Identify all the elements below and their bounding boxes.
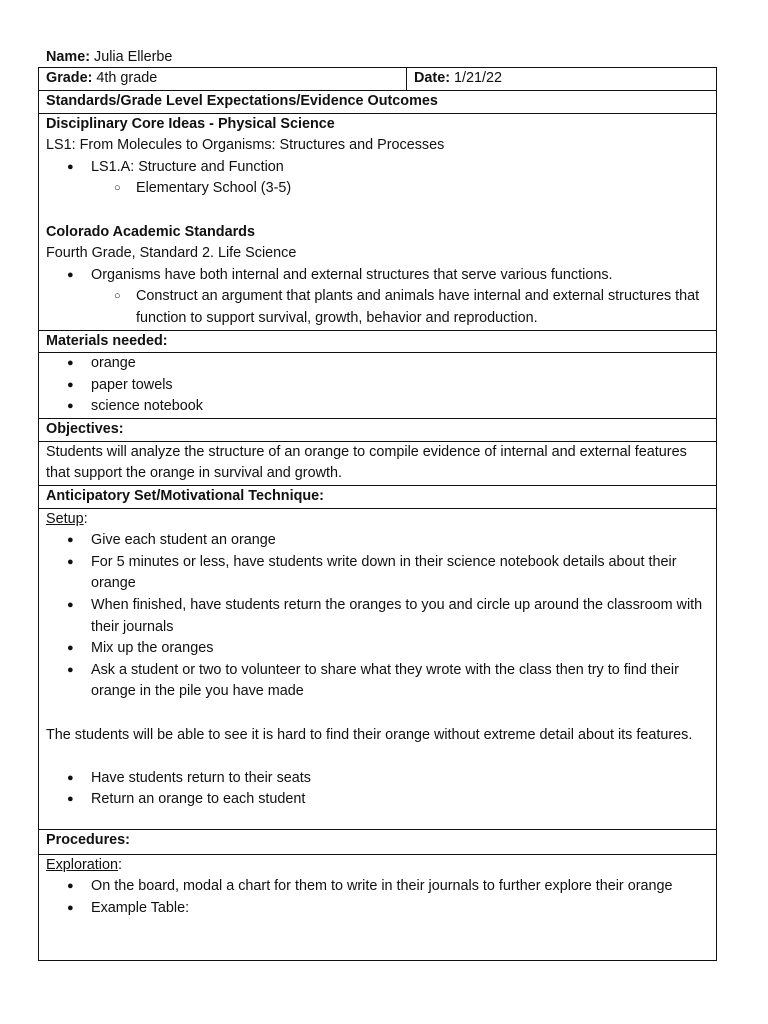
list-item: ● Have students return to their seats — [46, 768, 710, 790]
list-item: ● Mix up the oranges — [46, 638, 710, 660]
dci-line: LS1: From Molecules to Organisms: Structures and Processes — [46, 137, 445, 154]
list-item: ● science notebook — [46, 396, 710, 418]
procedures-body-cell — [39, 854, 717, 960]
setup-list — [46, 530, 710, 703]
exploration-label: Exploration — [46, 856, 118, 873]
grade-cell — [39, 68, 407, 91]
setup-label: Setup — [46, 510, 84, 527]
list-item: ● For 5 minutes or less, have students write down in their science notebook details about their orange — [46, 552, 710, 595]
materials-list — [46, 353, 710, 418]
anticipatory-body-cell — [39, 508, 717, 829]
objectives-text: Students will analyze the structure of an orange to compile evidence of internal and external features that support the orange in survival and growth. — [46, 443, 687, 482]
lesson-plan-table — [38, 67, 717, 961]
date-label: Date: — [414, 70, 450, 86]
lesson-plan-document — [38, 46, 716, 961]
exploration-line — [46, 855, 710, 877]
cas-title: Colorado Academic Standards — [46, 223, 255, 240]
standards-heading: Standards/Grade Level Expectations/Evidence Outcomes — [46, 92, 438, 109]
name-value: Julia Ellerbe — [94, 49, 173, 65]
name-row — [38, 46, 716, 67]
materials-heading: Materials needed: — [46, 332, 168, 349]
anticipatory-heading-cell — [39, 485, 717, 508]
dci-bullet: ● LS1.A: Structure and Function — [46, 157, 710, 179]
list-item: ● paper towels — [46, 375, 710, 397]
materials-body-cell — [39, 353, 717, 419]
exploration-colon: : — [118, 856, 122, 873]
list-item: ● When finished, have students return the oranges to you and circle up around the classroom with their journals — [46, 595, 710, 638]
procedures-list — [46, 876, 710, 919]
grade-value: 4th grade — [96, 70, 158, 86]
date-cell — [407, 68, 717, 91]
procedures-heading-cell — [39, 829, 717, 854]
list-item: ● Example Table: — [46, 898, 710, 920]
dci-title: Disciplinary Core Ideas - Physical Science — [46, 115, 335, 132]
anticipatory-paragraph: The students will be able to see it is hard to find their orange without extreme detail about its features. — [46, 726, 693, 743]
setup-colon: : — [83, 510, 88, 527]
dci-list — [46, 157, 710, 200]
name-label: Name: — [46, 49, 90, 65]
materials-heading-cell — [39, 330, 717, 353]
grade-label: Grade: — [46, 70, 93, 86]
list-item: ● On the board, modal a chart for them to write in their journals to further explore their orange — [46, 876, 710, 898]
standards-body-cell — [39, 113, 717, 330]
standards-heading-cell — [39, 90, 717, 113]
objectives-heading: Objectives: — [46, 420, 124, 437]
anticipatory-heading: Anticipatory Set/Motivational Technique: — [46, 487, 324, 504]
cas-line: Fourth Grade, Standard 2. Life Science — [46, 245, 297, 262]
dci-sub-bullet: ○ Elementary School (3-5) — [46, 178, 710, 200]
cas-bullet: ● Organisms have both internal and external structures that serve various functions. — [46, 265, 710, 287]
list-item: ● Give each student an orange — [46, 530, 710, 552]
objectives-body-cell — [39, 441, 717, 485]
objectives-heading-cell — [39, 418, 717, 441]
return-list — [46, 768, 710, 811]
grade-date-row — [39, 68, 717, 91]
date-value: 1/21/22 — [453, 70, 502, 86]
cas-list — [46, 265, 710, 330]
list-item: ● Ask a student or two to volunteer to share what they wrote with the class then try to find their orange in the pile you have made — [46, 660, 710, 703]
list-item: ● orange — [46, 353, 710, 375]
procedures-heading: Procedures: — [46, 831, 130, 848]
cas-sub-bullet: ○ Construct an argument that plants and animals have internal and external structures that function to support survival, growth, behavior and reproduction. — [46, 286, 710, 329]
setup-line — [46, 509, 710, 531]
list-item: ● Return an orange to each student — [46, 789, 710, 811]
